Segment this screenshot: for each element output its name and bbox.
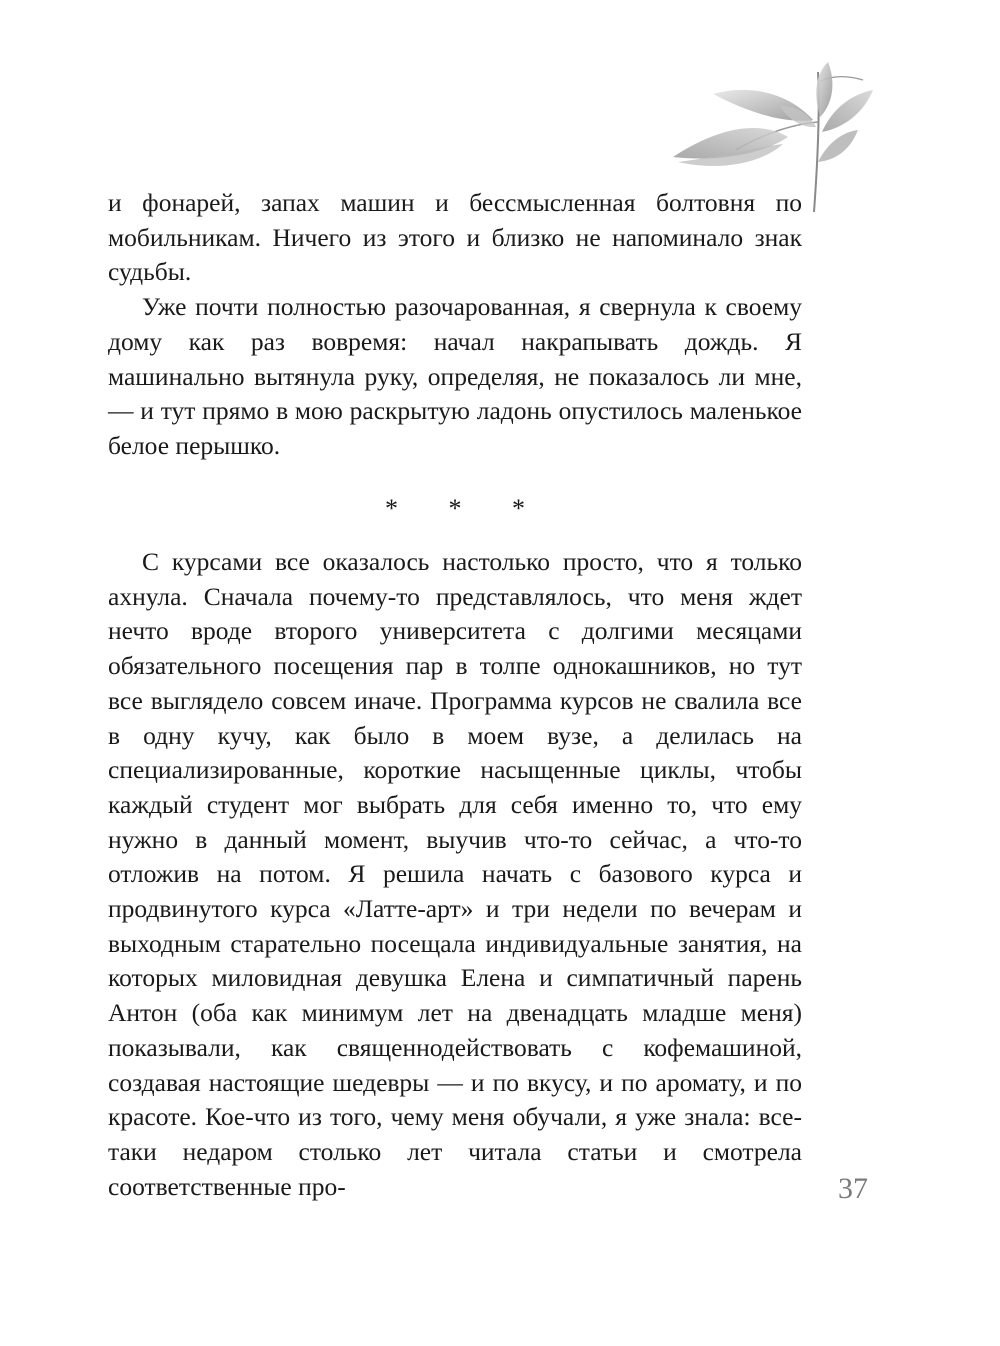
text-block-top <box>108 186 802 464</box>
paragraph: Уже почти полностью разочарованная, я свернула к своему дому как раз вовремя: начал накрапывать дождь. Я машинально вытянула руку, определяя, не показалось ли мне, — и тут прямо в мою раскрытую ладонь опустилось маленькое белое перышко. <box>108 292 802 460</box>
text-block-main <box>108 545 802 1204</box>
page-number: 37 <box>838 1172 868 1205</box>
paragraph: и фонарей, запах машин и бессмысленная болтовня по мобильникам. Ничего из этого и близко не напоминало знак судьбы. <box>108 188 802 287</box>
paragraph: С курсами все оказалось настолько просто, что я только ахнула. Сначала почему-то представлялось, что меня ждет нечто вроде второго университета с долгими месяцами обязательного посещения пар в толпе однокашников, но тут все выглядело совсем иначе. Программа курсов не свалила все в одну кучу, как было в моем вузе, а делилась на специализированные, короткие насыщенные циклы, чтобы каждый студент мог выбрать для себя именно то, что ему нужно в данный момент, выучив что-то сейчас, а что-то отложив на потом. Я решила начать с базового курса и продвинутого курса «Латте-арт» и три недели по вечерам и выходным старательно посещала индивидуальные занятия, на которых миловидная девушка Елена и симпатичный парень Антон (оба как минимум лет на двенадцать младше меня) показывали, как священнодействовать с кофемашиной, создавая настоящие шедевры — и по вкусу, и по аромату, и по красоте. Кое-что из того, чему меня обучали, я уже знала: все-таки недаром столько лет читала статьи и смотрела соответственные про- <box>108 547 802 1201</box>
section-separator: * * * <box>385 494 547 523</box>
